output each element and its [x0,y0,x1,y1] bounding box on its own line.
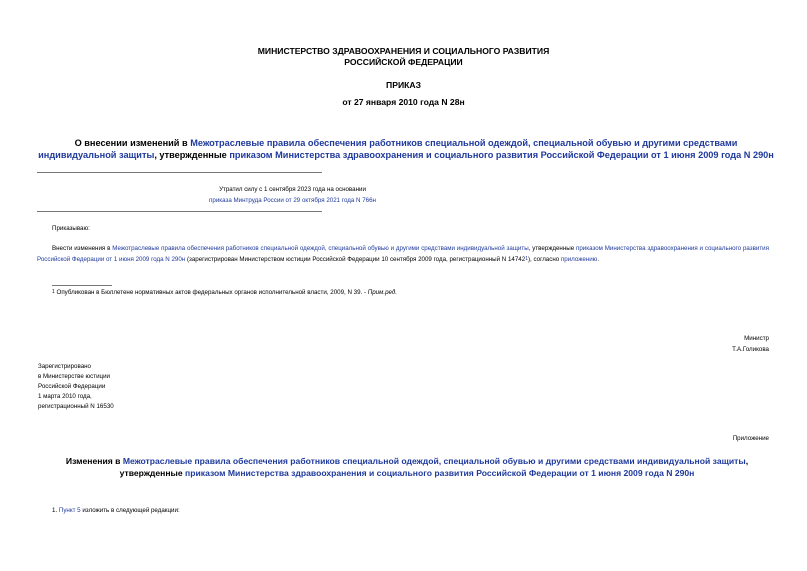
registration-line: Зарегистрировано [38,363,91,370]
order-date: от 27 января 2010 года N 28н [342,97,465,107]
footnote-divider [52,285,112,286]
paragraph-middle-2: (зарегистрирован Министерством юстиции Российской Федерации 10 сентября 2009 года, регистрационный N 14742 [185,256,526,263]
ministry-header [0,46,807,68]
ministry-line-2: РОССИЙСКОЙ ФЕДЕРАЦИИ [344,57,463,67]
appendix-label: Приложение [732,435,769,442]
order-intro: Приказываю: [52,225,90,232]
footnote [52,289,397,296]
item-number: 1. [52,507,59,514]
registration-line: 1 марта 2010 года, [38,393,92,400]
title-middle: , утвержденные [154,150,230,160]
item-text: изложить в следующей редакции: [80,507,180,514]
title-link-rules[interactable]: Межотраслевые правила обеспечения работников специальной одеждой, специальной обувью и другими средствами индивидуальной защиты [38,138,738,160]
document-title [36,137,776,161]
status-note [37,184,548,206]
paragraph-link-order[interactable]: приказом Министерства здравоохранения и социального развития Российской Федерации от 1 июня 2009 года N 290н [37,245,769,263]
status-link[interactable]: приказа Минтруда России от 29 октября 2021 года N 766н [209,197,376,204]
status-text: Утратил силу с 1 сентября 2023 года на основании [219,186,366,193]
item-link-clause-5[interactable]: Пункт 5 [58,507,81,514]
appendix-title [37,455,777,479]
signature-block [732,333,769,355]
signature-position: Министр [744,335,769,342]
registration-line: Российской Федерации [38,383,106,390]
order-heading: ПРИКАЗ [386,80,421,90]
footnote-note: Прим.ред. [367,289,398,296]
footnote-text: Опубликован в Бюллетене нормативных актов федеральных органов исполнительной власти, 2009, N 39. - [54,289,368,296]
appendix-title-middle: , утвержденные [119,456,749,478]
order-paragraph [37,243,769,265]
appendix-link-rules[interactable]: Межотраслевые правила обеспечения работников специальной одеждой, специальной обувью и другими средствами индивидуальной защиты [122,456,746,466]
appendix-title-prefix: Изменения в [65,456,123,466]
registration-block [38,362,114,412]
appendix-item-1 [52,507,180,514]
title-prefix: О внесении изменений в [74,138,191,148]
footnote-reference[interactable]: 1 [525,256,528,262]
divider-bottom [37,211,322,212]
paragraph-start: Внести изменения в [52,245,113,252]
paragraph-link-appendix[interactable]: приложению [560,256,598,263]
title-link-order[interactable]: приказом Министерства здравоохранения и социального развития Российской Федерации от 1 июня 2009 года N 290н [229,150,774,160]
ministry-line-1: МИНИСТЕРСТВО ЗДРАВООХРАНЕНИЯ И СОЦИАЛЬНОГО РАЗВИТИЯ [257,46,550,56]
registration-line: регистрационный N 16530 [38,403,114,410]
paragraph-middle-3: ), согласно [527,256,561,263]
divider-top [37,172,322,173]
paragraph-end: . [597,256,600,263]
registration-line: в Министерстве юстиции [38,373,111,380]
paragraph-link-rules[interactable]: Межотраслевые правила обеспечения работников специальной одеждой, специальной обувью и другими средствами индивидуальной защиты [112,245,529,252]
paragraph-middle-1: , утвержденные [528,245,576,252]
appendix-link-order[interactable]: приказом Министерства здравоохранения и социального развития Российской Федерации от 1 июня 2009 года N 290н [185,468,695,478]
signature-name: Т.А.Голикова [732,346,769,353]
footnote-mark: 1 [52,289,55,295]
